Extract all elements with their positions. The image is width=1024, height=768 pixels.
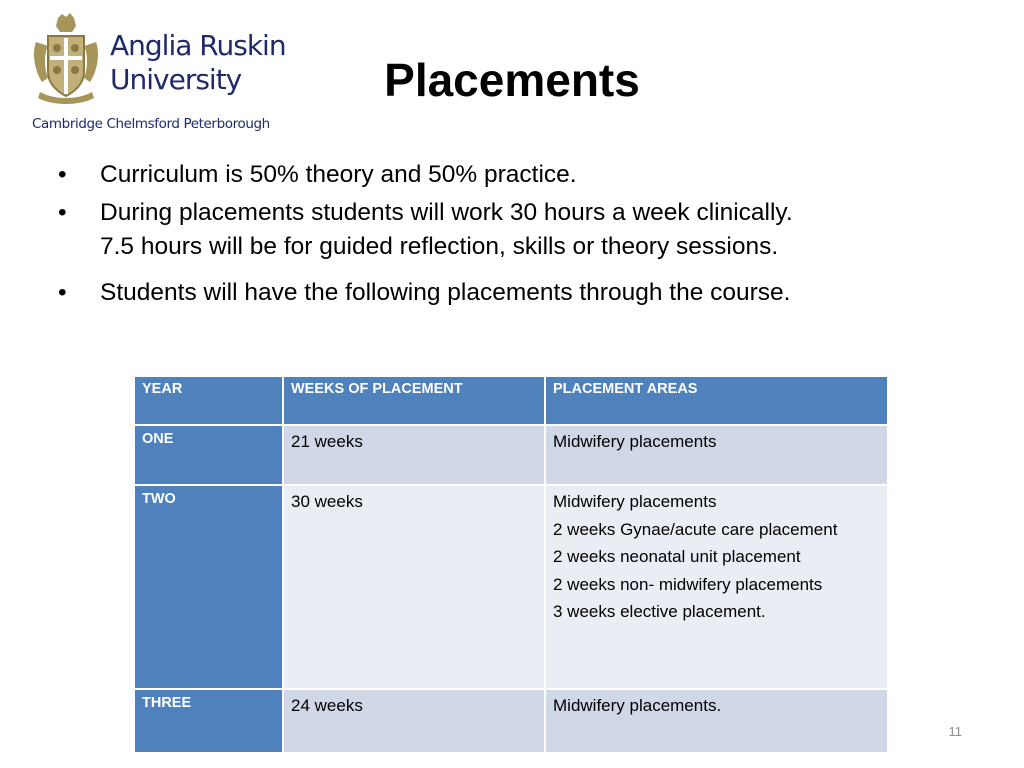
bullet-marker: • (58, 161, 67, 188)
column-header-weeks: WEEKS OF PLACEMENT (283, 376, 545, 425)
areas-cell (545, 425, 888, 485)
area-line: Midwifery placements. (553, 696, 722, 715)
placements-table (133, 375, 889, 754)
bullet-item (58, 276, 958, 310)
areas-cell (545, 689, 888, 753)
bullet-marker: • (58, 279, 67, 306)
university-logo (30, 12, 286, 140)
year-cell: THREE (134, 689, 283, 753)
weeks-cell: 21 weeks (283, 425, 545, 485)
logo-name-line2: University (110, 63, 242, 96)
column-header-year: YEAR (134, 376, 283, 425)
table-row (134, 689, 888, 753)
bullet-text-line1: During placements students will work 30 hours a week clinically. (100, 199, 793, 226)
logo-campuses: Cambridge Chelmsford Peterborough (32, 116, 270, 132)
area-line: 2 weeks non- midwifery placements (553, 574, 823, 594)
slide-number: 11 (948, 724, 962, 739)
slide-title: Placements (384, 54, 640, 106)
table-row (134, 485, 888, 689)
area-line: Midwifery placements (553, 432, 717, 451)
bullet-list (58, 158, 958, 310)
area-line: Midwifery placements (553, 492, 717, 511)
weeks-cell: 24 weeks (283, 689, 545, 753)
area-line: 2 weeks Gynae/acute care placement (553, 519, 838, 539)
bullet-item (58, 158, 958, 192)
bullet-item (58, 196, 958, 264)
area-line: 3 weeks elective placement. (553, 602, 766, 621)
year-cell: TWO (134, 485, 283, 689)
bullet-marker: • (58, 199, 67, 226)
areas-cell (545, 485, 888, 689)
bullet-text: Curriculum is 50% theory and 50% practice. (100, 161, 577, 188)
table-row (134, 425, 888, 485)
bullet-text: Students will have the following placements through the course. (100, 279, 791, 306)
logo-name-line1: Anglia Ruskin (110, 29, 286, 62)
column-header-areas: PLACEMENT AREAS (545, 376, 888, 425)
bullet-text-line2: 7.5 hours will be for guided reflection, skills or theory sessions. (100, 233, 779, 260)
year-cell: ONE (134, 425, 283, 485)
area-line: 2 weeks neonatal unit placement (553, 547, 801, 566)
table-header-row (134, 376, 888, 425)
weeks-cell: 30 weeks (283, 485, 545, 689)
university-crest-icon (30, 12, 102, 110)
